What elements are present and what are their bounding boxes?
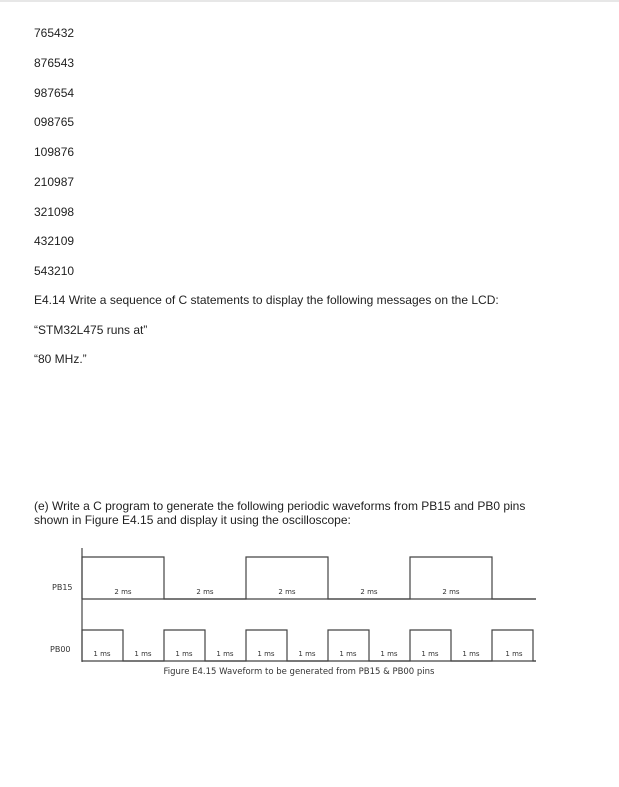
- pb00-period-label: 1 ms: [216, 650, 234, 658]
- sequence-line: 987654: [34, 85, 75, 100]
- pb00-period-label: 1 ms: [462, 650, 480, 658]
- pb15-period-label: 2 ms: [360, 588, 378, 596]
- pb00-period-label: 1 ms: [421, 650, 439, 658]
- pb15-period-label: 2 ms: [278, 588, 296, 596]
- pb00-label: PB00: [50, 645, 71, 654]
- pb00-period-label: 1 ms: [257, 650, 275, 658]
- number-sequence: [34, 26, 74, 294]
- sequence-line: 765432: [34, 26, 75, 40]
- exercise-e414-prompt: E4.14 Write a sequence of C statements to display the following messages on the LCD:: [34, 293, 499, 307]
- pb00-period-label: 1 ms: [93, 650, 111, 658]
- pb15-period-label: 2 ms: [442, 588, 460, 596]
- pb00-period-label: 1 ms: [298, 650, 316, 658]
- sequence-line: 543210: [34, 264, 75, 278]
- pb00-period-label: 1 ms: [134, 650, 152, 658]
- pb15-label: PB15: [52, 583, 73, 592]
- pb15-period-label: 2 ms: [196, 588, 214, 596]
- exercise-e-prompt: (e) Write a C program to generate the following periodic waveforms from PB15 and PB0 pins shown in Figure E4.15 and display it using the oscilloscope:: [34, 499, 526, 527]
- pb00-period-label: 1 ms: [175, 650, 193, 658]
- lcd-message-line-1: “STM32L475 runs at”: [34, 323, 148, 337]
- pb00-period-label: 1 ms: [380, 650, 398, 658]
- pb00-period-label: 1 ms: [505, 650, 523, 658]
- sequence-line: 210987: [34, 174, 75, 189]
- pb15-period-label: 2 ms: [114, 588, 132, 596]
- sequence-line: 098765: [34, 115, 75, 130]
- sequence-line: 321098: [34, 204, 75, 219]
- sequence-line: 109876: [34, 145, 75, 159]
- waveform-figure: [40, 540, 550, 680]
- top-divider: [0, 0, 619, 2]
- lcd-message-line-2: “80 MHz.”: [34, 352, 87, 366]
- figure-caption: Figure E4.15 Waveform to be generated from PB15 & PB00 pins: [163, 667, 435, 677]
- pb15-waveform: [82, 557, 536, 599]
- pb00-period-label: 1 ms: [339, 650, 357, 658]
- sequence-line: 876543: [34, 55, 75, 70]
- sequence-line: 432109: [34, 234, 75, 249]
